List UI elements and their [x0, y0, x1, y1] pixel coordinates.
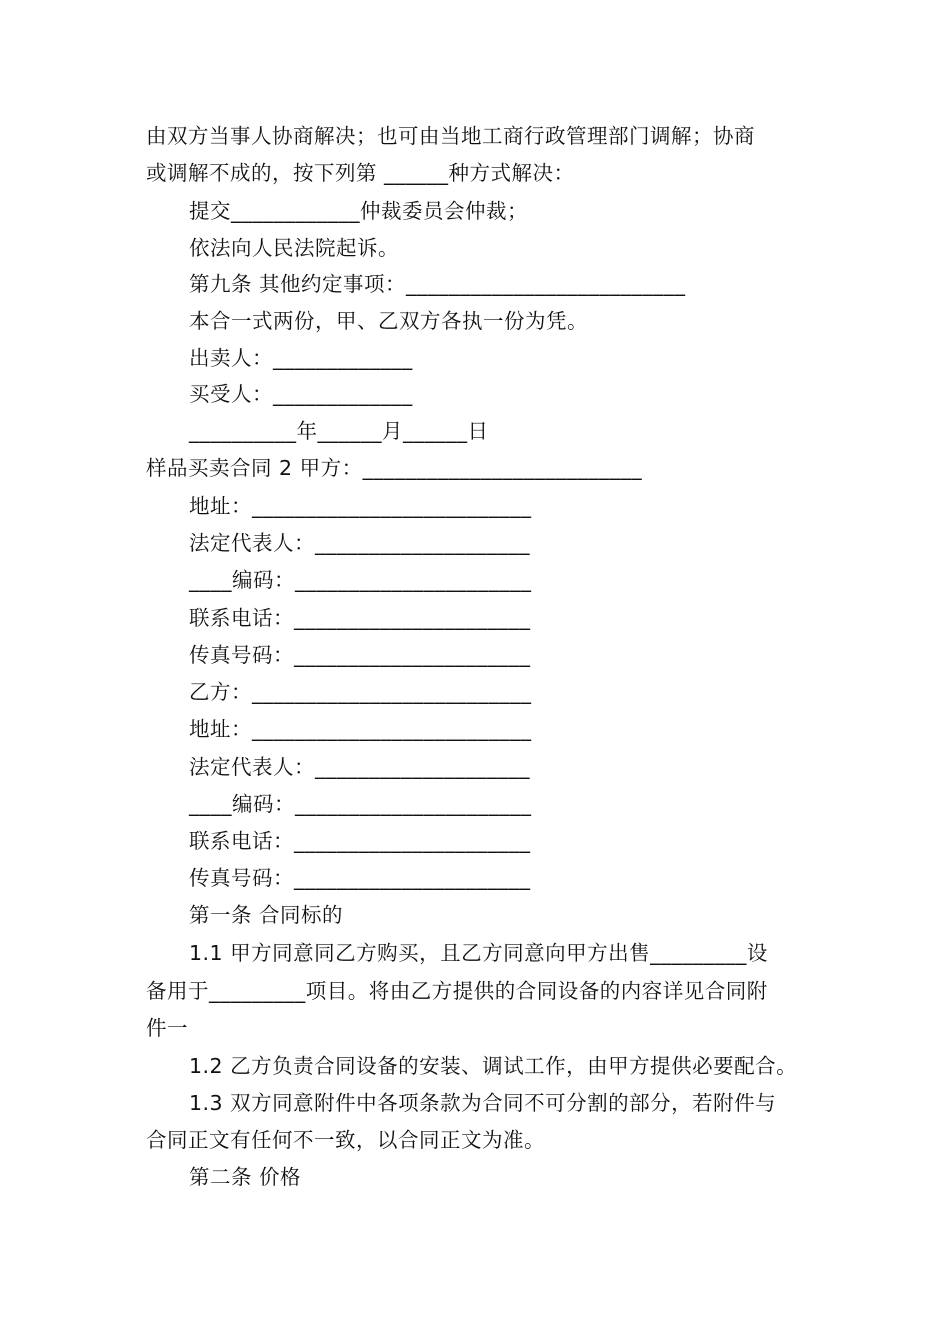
text-line: 提交____________仲裁委员会仲裁；	[189, 199, 528, 223]
text-line: 地址：__________________________	[189, 717, 532, 741]
text-line: 第二条 价格	[189, 1165, 302, 1189]
text-line: ____编码：______________________	[189, 792, 532, 816]
text-line: 传真号码：______________________	[189, 643, 531, 667]
text-line: 乙方：__________________________	[189, 680, 532, 704]
text-line: 件一	[146, 1016, 188, 1040]
text-line: 法定代表人：____________________	[189, 755, 530, 779]
text-line: 1.3 双方同意附件中各项条款为合同不可分割的部分，若附件与	[189, 1091, 777, 1115]
text-line: 1.1 甲方同意同乙方购买，且乙方同意向甲方出售_________设	[189, 941, 768, 965]
text-line: 第一条 合同标的	[189, 903, 344, 927]
text-line: 联系电话：______________________	[189, 606, 531, 630]
text-line: __________年______月______日	[189, 419, 489, 443]
text-line: 样品买卖合同 2 甲方：__________________________	[146, 456, 643, 480]
text-line: 法定代表人：____________________	[189, 531, 530, 555]
text-line: 地址：__________________________	[189, 494, 532, 518]
text-line: 1.2 乙方负责合同设备的安装、调试工作，由甲方提供必要配合。	[189, 1054, 798, 1078]
text-line: 或调解不成的，按下列第 ______种方式解决：	[146, 161, 575, 185]
text-line: 传真号码：______________________	[189, 866, 531, 890]
text-line: 第九条 其他约定事项：__________________________	[189, 272, 686, 296]
text-line: ____编码：______________________	[189, 568, 532, 592]
text-line: 出卖人：_____________	[189, 346, 413, 370]
text-line: 由双方当事人协商解决；也可由当地工商行政管理部门调解；协商	[146, 124, 755, 148]
text-line: 备用于_________项目。将由乙方提供的合同设备的内容详见合同附	[146, 979, 768, 1003]
text-line: 联系电话：______________________	[189, 829, 531, 853]
text-line: 买受人：_____________	[189, 382, 413, 406]
text-line: 本合一式两份，甲、乙双方各执一份为凭。	[189, 309, 588, 333]
text-line: 合同正文有任何不一致，以合同正文为准。	[146, 1128, 545, 1152]
text-line: 依法向人民法院起诉。	[189, 236, 399, 260]
